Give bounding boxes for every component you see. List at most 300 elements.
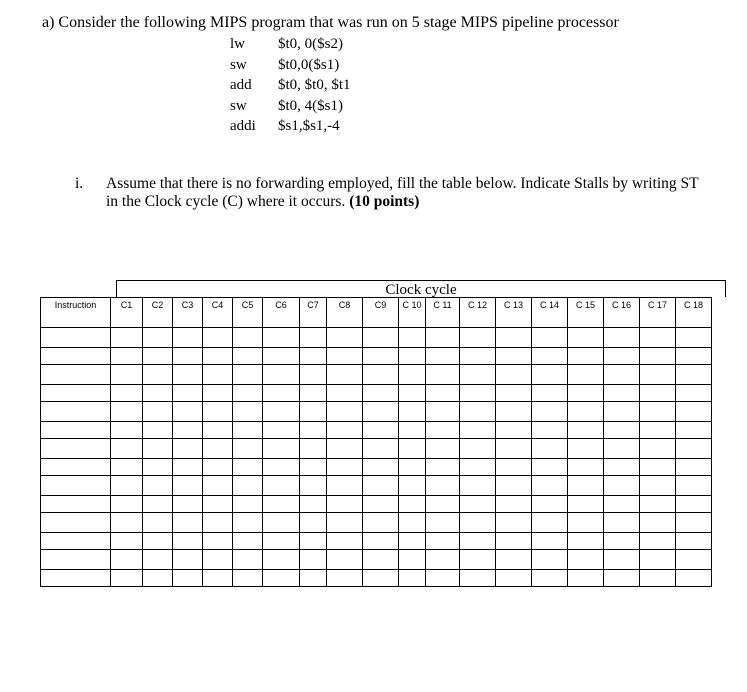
points-label: (10 points) bbox=[349, 193, 420, 210]
cycle-cell[interactable] bbox=[203, 365, 233, 385]
cycle-cell[interactable] bbox=[496, 496, 532, 513]
cycle-cell[interactable] bbox=[143, 402, 173, 422]
cycle-cell[interactable] bbox=[363, 348, 399, 365]
program-op: lw bbox=[230, 36, 245, 52]
cycle-cell[interactable] bbox=[399, 365, 426, 385]
cycle-cell[interactable] bbox=[568, 570, 604, 587]
cycle-cell[interactable] bbox=[111, 365, 143, 385]
program-args: $t0, 4($s1) bbox=[278, 98, 343, 114]
cycle-cell[interactable] bbox=[532, 550, 568, 570]
cycle-cell[interactable] bbox=[460, 570, 496, 587]
cycle-header: C 10 bbox=[399, 298, 426, 328]
cycle-cell[interactable] bbox=[640, 570, 676, 587]
cycle-cell[interactable] bbox=[532, 422, 568, 439]
cycle-cell[interactable] bbox=[263, 496, 300, 513]
cycle-header: C 12 bbox=[460, 298, 496, 328]
table-row bbox=[41, 348, 712, 365]
cycle-cell[interactable] bbox=[203, 402, 233, 422]
cycle-cell[interactable] bbox=[263, 459, 300, 476]
cycle-cell[interactable] bbox=[327, 476, 363, 496]
table-row bbox=[41, 422, 712, 439]
cycle-cell[interactable] bbox=[300, 385, 327, 402]
cycle-cell[interactable] bbox=[640, 402, 676, 422]
cycle-cell[interactable] bbox=[173, 496, 203, 513]
cycle-cell[interactable] bbox=[460, 496, 496, 513]
instruction-cell[interactable] bbox=[41, 533, 111, 550]
cycle-cell[interactable] bbox=[143, 533, 173, 550]
cycle-cell[interactable] bbox=[327, 570, 363, 587]
cycle-cell[interactable] bbox=[676, 459, 712, 476]
cycle-cell[interactable] bbox=[143, 365, 173, 385]
cycle-cell[interactable] bbox=[203, 533, 233, 550]
cycle-cell[interactable] bbox=[399, 385, 426, 402]
cycle-cell[interactable] bbox=[532, 476, 568, 496]
cycle-cell[interactable] bbox=[143, 513, 173, 533]
cycle-cell[interactable] bbox=[173, 422, 203, 439]
cycle-cell[interactable] bbox=[111, 422, 143, 439]
cycle-cell[interactable] bbox=[640, 513, 676, 533]
cycle-cell[interactable] bbox=[496, 533, 532, 550]
cycle-cell[interactable] bbox=[604, 533, 640, 550]
cycle-cell[interactable] bbox=[568, 348, 604, 365]
instruction-cell[interactable] bbox=[41, 402, 111, 422]
cycle-cell[interactable] bbox=[233, 496, 263, 513]
cycle-cell[interactable] bbox=[300, 513, 327, 533]
cycle-cell[interactable] bbox=[640, 328, 676, 348]
cycle-cell[interactable] bbox=[143, 422, 173, 439]
program-args: $s1,$s1,-4 bbox=[278, 118, 340, 134]
sub-question-text bbox=[106, 175, 706, 211]
instruction-cell[interactable] bbox=[41, 513, 111, 533]
cycle-cell[interactable] bbox=[363, 533, 399, 550]
cycle-cell[interactable] bbox=[300, 328, 327, 348]
cycle-cell[interactable] bbox=[496, 328, 532, 348]
program-op: sw bbox=[230, 57, 247, 73]
cycle-cell[interactable] bbox=[399, 328, 426, 348]
cycle-cell[interactable] bbox=[263, 513, 300, 533]
program-args: $t0, $t0, $t1 bbox=[278, 77, 351, 93]
cycle-cell[interactable] bbox=[203, 328, 233, 348]
cycle-cell[interactable] bbox=[363, 459, 399, 476]
cycle-cell[interactable] bbox=[640, 550, 676, 570]
cycle-cell[interactable] bbox=[399, 402, 426, 422]
cycle-cell[interactable] bbox=[640, 439, 676, 459]
cycle-cell[interactable] bbox=[327, 513, 363, 533]
cycle-cell[interactable] bbox=[263, 385, 300, 402]
program-op: add bbox=[230, 77, 252, 93]
cycle-cell[interactable] bbox=[532, 459, 568, 476]
table-row bbox=[41, 496, 712, 513]
sub-question-number: i. bbox=[75, 175, 84, 192]
cycle-cell[interactable] bbox=[233, 365, 263, 385]
cycle-cell[interactable] bbox=[496, 365, 532, 385]
cycle-cell[interactable] bbox=[426, 550, 460, 570]
cycle-cell[interactable] bbox=[532, 533, 568, 550]
cycle-cell[interactable] bbox=[532, 570, 568, 587]
cycle-cell[interactable] bbox=[203, 348, 233, 365]
cycle-cell[interactable] bbox=[460, 533, 496, 550]
cycle-cell[interactable] bbox=[327, 328, 363, 348]
cycle-cell[interactable] bbox=[676, 496, 712, 513]
cycle-cell[interactable] bbox=[399, 422, 426, 439]
cycle-cell[interactable] bbox=[460, 328, 496, 348]
cycle-cell[interactable] bbox=[327, 422, 363, 439]
cycle-cell[interactable] bbox=[676, 365, 712, 385]
cycle-cell[interactable] bbox=[111, 570, 143, 587]
cycle-cell[interactable] bbox=[496, 439, 532, 459]
cycle-cell[interactable] bbox=[426, 365, 460, 385]
cycle-header: C2 bbox=[143, 298, 173, 328]
cycle-cell[interactable] bbox=[604, 328, 640, 348]
instruction-cell[interactable] bbox=[41, 422, 111, 439]
cycle-cell[interactable] bbox=[568, 385, 604, 402]
cycle-cell[interactable] bbox=[143, 459, 173, 476]
cycle-cell[interactable] bbox=[111, 328, 143, 348]
cycle-cell[interactable] bbox=[676, 402, 712, 422]
cycle-cell[interactable] bbox=[426, 459, 460, 476]
cycle-cell[interactable] bbox=[363, 402, 399, 422]
cycle-header: C4 bbox=[203, 298, 233, 328]
cycle-cell[interactable] bbox=[568, 402, 604, 422]
cycle-cell[interactable] bbox=[327, 385, 363, 402]
table-row bbox=[41, 570, 712, 587]
cycle-cell[interactable] bbox=[111, 385, 143, 402]
cycle-cell[interactable] bbox=[640, 422, 676, 439]
cycle-cell[interactable] bbox=[496, 459, 532, 476]
cycle-cell[interactable] bbox=[460, 476, 496, 496]
cycle-cell[interactable] bbox=[568, 533, 604, 550]
cycle-cell[interactable] bbox=[676, 533, 712, 550]
cycle-cell[interactable] bbox=[203, 550, 233, 570]
cycle-cell[interactable] bbox=[676, 476, 712, 496]
cycle-cell[interactable] bbox=[363, 385, 399, 402]
cycle-cell[interactable] bbox=[263, 348, 300, 365]
cycle-cell[interactable] bbox=[300, 365, 327, 385]
cycle-cell[interactable] bbox=[111, 496, 143, 513]
cycle-cell[interactable] bbox=[143, 385, 173, 402]
cycle-cell[interactable] bbox=[300, 533, 327, 550]
cycle-cell[interactable] bbox=[532, 385, 568, 402]
cycle-cell[interactable] bbox=[143, 476, 173, 496]
clock-cycle-header: Clock cycle bbox=[116, 280, 726, 297]
cycle-cell[interactable] bbox=[300, 348, 327, 365]
instruction-cell[interactable] bbox=[41, 570, 111, 587]
cycle-cell[interactable] bbox=[173, 570, 203, 587]
cycle-cell[interactable] bbox=[604, 459, 640, 476]
cycle-cell[interactable] bbox=[363, 496, 399, 513]
cycle-cell[interactable] bbox=[203, 459, 233, 476]
cycle-cell[interactable] bbox=[300, 422, 327, 439]
cycle-cell[interactable] bbox=[640, 459, 676, 476]
cycle-cell[interactable] bbox=[496, 348, 532, 365]
cycle-cell[interactable] bbox=[399, 513, 426, 533]
cycle-cell[interactable] bbox=[399, 476, 426, 496]
cycle-cell[interactable] bbox=[426, 422, 460, 439]
cycle-cell[interactable] bbox=[568, 422, 604, 439]
cycle-cell[interactable] bbox=[173, 459, 203, 476]
cycle-cell[interactable] bbox=[399, 459, 426, 476]
cycle-cell[interactable] bbox=[327, 348, 363, 365]
cycle-header: C8 bbox=[327, 298, 363, 328]
cycle-header: C 17 bbox=[640, 298, 676, 328]
cycle-cell[interactable] bbox=[203, 385, 233, 402]
cycle-cell[interactable] bbox=[604, 402, 640, 422]
cycle-cell[interactable] bbox=[143, 550, 173, 570]
cycle-cell[interactable] bbox=[233, 570, 263, 587]
cycle-cell[interactable] bbox=[300, 550, 327, 570]
cycle-cell[interactable] bbox=[568, 550, 604, 570]
cycle-cell[interactable] bbox=[263, 550, 300, 570]
cycle-cell[interactable] bbox=[676, 439, 712, 459]
cycle-cell[interactable] bbox=[233, 550, 263, 570]
cycle-cell[interactable] bbox=[640, 348, 676, 365]
cycle-cell[interactable] bbox=[604, 365, 640, 385]
cycle-cell[interactable] bbox=[676, 385, 712, 402]
cycle-cell[interactable] bbox=[327, 402, 363, 422]
cycle-cell[interactable] bbox=[111, 459, 143, 476]
cycle-cell[interactable] bbox=[426, 476, 460, 496]
cycle-cell[interactable] bbox=[363, 513, 399, 533]
cycle-cell[interactable] bbox=[111, 476, 143, 496]
cycle-cell[interactable] bbox=[532, 496, 568, 513]
cycle-cell[interactable] bbox=[233, 476, 263, 496]
cycle-cell[interactable] bbox=[676, 570, 712, 587]
cycle-header: C1 bbox=[111, 298, 143, 328]
cycle-cell[interactable] bbox=[426, 402, 460, 422]
cycle-cell[interactable] bbox=[568, 439, 604, 459]
cycle-cell[interactable] bbox=[676, 328, 712, 348]
cycle-cell[interactable] bbox=[327, 496, 363, 513]
instruction-cell[interactable] bbox=[41, 496, 111, 513]
cycle-cell[interactable] bbox=[532, 439, 568, 459]
cycle-cell[interactable] bbox=[173, 328, 203, 348]
cycle-header: C 16 bbox=[604, 298, 640, 328]
cycle-cell[interactable] bbox=[173, 348, 203, 365]
cycle-cell[interactable] bbox=[532, 328, 568, 348]
cycle-cell[interactable] bbox=[460, 513, 496, 533]
cycle-cell[interactable] bbox=[676, 550, 712, 570]
cycle-cell[interactable] bbox=[263, 439, 300, 459]
cycle-cell[interactable] bbox=[568, 328, 604, 348]
cycle-cell[interactable] bbox=[327, 439, 363, 459]
cycle-cell[interactable] bbox=[263, 402, 300, 422]
cycle-cell[interactable] bbox=[604, 385, 640, 402]
cycle-cell[interactable] bbox=[426, 439, 460, 459]
cycle-cell[interactable] bbox=[233, 459, 263, 476]
cycle-cell[interactable] bbox=[173, 533, 203, 550]
cycle-header: C9 bbox=[363, 298, 399, 328]
cycle-cell[interactable] bbox=[203, 439, 233, 459]
instruction-cell[interactable] bbox=[41, 550, 111, 570]
cycle-cell[interactable] bbox=[460, 439, 496, 459]
cycle-cell[interactable] bbox=[399, 348, 426, 365]
cycle-cell[interactable] bbox=[604, 513, 640, 533]
cycle-cell[interactable] bbox=[203, 570, 233, 587]
table-row bbox=[41, 402, 712, 422]
cycle-cell[interactable] bbox=[460, 550, 496, 570]
cycle-cell[interactable] bbox=[300, 402, 327, 422]
cycle-cell[interactable] bbox=[426, 385, 460, 402]
cycle-cell[interactable] bbox=[173, 550, 203, 570]
instruction-cell[interactable] bbox=[41, 439, 111, 459]
cycle-cell[interactable] bbox=[604, 439, 640, 459]
cycle-cell[interactable] bbox=[203, 513, 233, 533]
instruction-cell[interactable] bbox=[41, 328, 111, 348]
table-row bbox=[41, 439, 712, 459]
cycle-cell[interactable] bbox=[460, 385, 496, 402]
cycle-cell[interactable] bbox=[399, 570, 426, 587]
table-row bbox=[41, 513, 712, 533]
cycle-cell[interactable] bbox=[173, 513, 203, 533]
cycle-cell[interactable] bbox=[460, 348, 496, 365]
cycle-cell[interactable] bbox=[233, 328, 263, 348]
cycle-cell[interactable] bbox=[363, 550, 399, 570]
cycle-cell[interactable] bbox=[300, 570, 327, 587]
cycle-cell[interactable] bbox=[143, 570, 173, 587]
cycle-cell[interactable] bbox=[300, 496, 327, 513]
cycle-cell[interactable] bbox=[568, 365, 604, 385]
cycle-cell[interactable] bbox=[496, 570, 532, 587]
cycle-cell[interactable] bbox=[233, 402, 263, 422]
cycle-cell[interactable] bbox=[363, 365, 399, 385]
cycle-cell[interactable] bbox=[532, 513, 568, 533]
cycle-cell[interactable] bbox=[568, 496, 604, 513]
cycle-cell[interactable] bbox=[604, 348, 640, 365]
cycle-cell[interactable] bbox=[300, 476, 327, 496]
cycle-cell[interactable] bbox=[233, 513, 263, 533]
cycle-cell[interactable] bbox=[203, 476, 233, 496]
cycle-header: C 18 bbox=[676, 298, 712, 328]
cycle-cell[interactable] bbox=[173, 365, 203, 385]
cycle-cell[interactable] bbox=[363, 422, 399, 439]
cycle-cell[interactable] bbox=[426, 570, 460, 587]
cycle-cell[interactable] bbox=[460, 402, 496, 422]
cycle-cell[interactable] bbox=[532, 402, 568, 422]
cycle-cell[interactable] bbox=[327, 533, 363, 550]
cycle-cell[interactable] bbox=[496, 476, 532, 496]
cycle-cell[interactable] bbox=[233, 348, 263, 365]
cycle-cell[interactable] bbox=[399, 550, 426, 570]
cycle-cell[interactable] bbox=[363, 476, 399, 496]
cycle-cell[interactable] bbox=[143, 328, 173, 348]
cycle-cell[interactable] bbox=[173, 439, 203, 459]
cycle-cell[interactable] bbox=[363, 439, 399, 459]
instruction-cell[interactable] bbox=[41, 476, 111, 496]
cycle-cell[interactable] bbox=[426, 513, 460, 533]
cycle-cell[interactable] bbox=[263, 328, 300, 348]
cycle-cell[interactable] bbox=[460, 459, 496, 476]
cycle-cell[interactable] bbox=[173, 476, 203, 496]
cycle-cell[interactable] bbox=[399, 496, 426, 513]
cycle-cell[interactable] bbox=[496, 385, 532, 402]
table-body bbox=[41, 328, 712, 587]
cycle-cell[interactable] bbox=[676, 513, 712, 533]
cycle-cell[interactable] bbox=[496, 550, 532, 570]
cycle-cell[interactable] bbox=[263, 570, 300, 587]
cycle-cell[interactable] bbox=[640, 385, 676, 402]
cycle-cell[interactable] bbox=[426, 348, 460, 365]
cycle-cell[interactable] bbox=[460, 365, 496, 385]
cycle-cell[interactable] bbox=[111, 348, 143, 365]
cycle-cell[interactable] bbox=[263, 533, 300, 550]
cycle-cell[interactable] bbox=[111, 439, 143, 459]
instruction-cell[interactable] bbox=[41, 385, 111, 402]
instruction-cell[interactable] bbox=[41, 348, 111, 365]
cycle-cell[interactable] bbox=[640, 476, 676, 496]
cycle-cell[interactable] bbox=[363, 328, 399, 348]
cycle-cell[interactable] bbox=[604, 570, 640, 587]
cycle-cell[interactable] bbox=[263, 365, 300, 385]
cycle-cell[interactable] bbox=[173, 402, 203, 422]
cycle-cell[interactable] bbox=[604, 496, 640, 513]
cycle-cell[interactable] bbox=[426, 496, 460, 513]
cycle-cell[interactable] bbox=[203, 422, 233, 439]
cycle-cell[interactable] bbox=[676, 422, 712, 439]
cycle-cell[interactable] bbox=[568, 513, 604, 533]
cycle-cell[interactable] bbox=[111, 533, 143, 550]
cycle-cell[interactable] bbox=[640, 533, 676, 550]
cycle-cell[interactable] bbox=[143, 439, 173, 459]
cycle-header: C7 bbox=[300, 298, 327, 328]
cycle-cell[interactable] bbox=[233, 533, 263, 550]
cycle-cell[interactable] bbox=[496, 402, 532, 422]
cycle-cell[interactable] bbox=[460, 422, 496, 439]
instruction-cell[interactable] bbox=[41, 365, 111, 385]
cycle-cell[interactable] bbox=[300, 439, 327, 459]
cycle-cell[interactable] bbox=[327, 550, 363, 570]
cycle-cell[interactable] bbox=[111, 513, 143, 533]
instruction-cell[interactable] bbox=[41, 459, 111, 476]
cycle-header: C 11 bbox=[426, 298, 460, 328]
cycle-cell[interactable] bbox=[676, 348, 712, 365]
cycle-header: C 14 bbox=[532, 298, 568, 328]
cycle-cell[interactable] bbox=[568, 459, 604, 476]
cycle-cell[interactable] bbox=[143, 348, 173, 365]
cycle-cell[interactable] bbox=[300, 459, 327, 476]
cycle-cell[interactable] bbox=[496, 513, 532, 533]
cycle-cell[interactable] bbox=[143, 496, 173, 513]
cycle-cell[interactable] bbox=[233, 439, 263, 459]
cycle-cell[interactable] bbox=[233, 385, 263, 402]
cycle-cell[interactable] bbox=[363, 570, 399, 587]
cycle-cell[interactable] bbox=[604, 550, 640, 570]
table-row bbox=[41, 365, 712, 385]
cycle-cell[interactable] bbox=[233, 422, 263, 439]
cycle-header: C 15 bbox=[568, 298, 604, 328]
cycle-cell[interactable] bbox=[173, 385, 203, 402]
cycle-cell[interactable] bbox=[496, 422, 532, 439]
cycle-cell[interactable] bbox=[111, 402, 143, 422]
cycle-cell[interactable] bbox=[568, 476, 604, 496]
cycle-cell[interactable] bbox=[203, 496, 233, 513]
cycle-cell[interactable] bbox=[426, 328, 460, 348]
cycle-cell[interactable] bbox=[426, 533, 460, 550]
cycle-cell[interactable] bbox=[399, 439, 426, 459]
cycle-cell[interactable] bbox=[640, 365, 676, 385]
cycle-cell[interactable] bbox=[327, 365, 363, 385]
cycle-header: C6 bbox=[263, 298, 300, 328]
cycle-cell[interactable] bbox=[604, 476, 640, 496]
cycle-cell[interactable] bbox=[263, 476, 300, 496]
cycle-cell[interactable] bbox=[640, 496, 676, 513]
cycle-cell[interactable] bbox=[263, 422, 300, 439]
cycle-cell[interactable] bbox=[327, 459, 363, 476]
cycle-cell[interactable] bbox=[532, 365, 568, 385]
cycle-cell[interactable] bbox=[532, 348, 568, 365]
cycle-cell[interactable] bbox=[604, 422, 640, 439]
cycle-cell[interactable] bbox=[111, 550, 143, 570]
cycle-cell[interactable] bbox=[399, 533, 426, 550]
